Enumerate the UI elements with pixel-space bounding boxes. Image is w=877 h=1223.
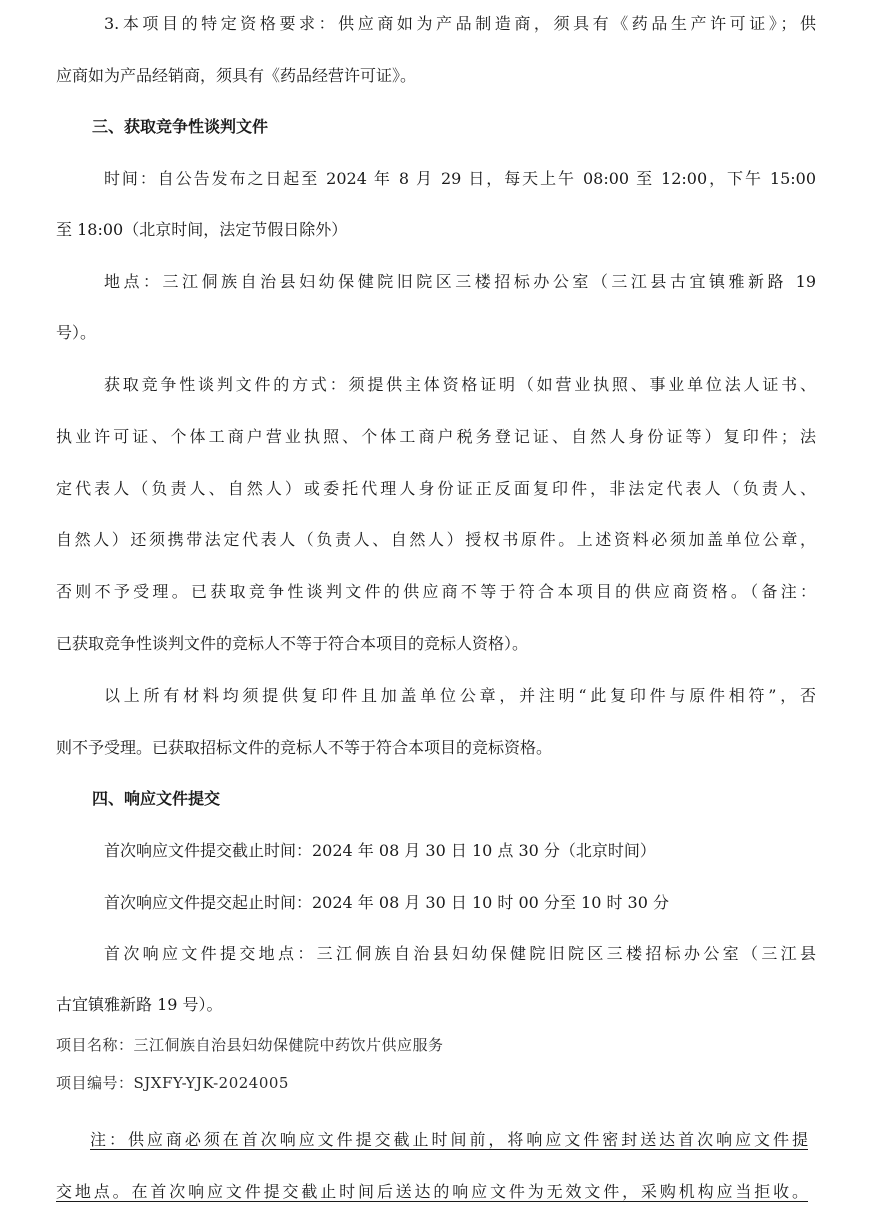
paragraph-submission-location-line-2: 古宜镇雅新路 19 号）。 [56,995,223,1014]
section-heading-4: 四、响应文件提交 [92,789,221,808]
project-name: 项目名称：三江侗族自治县妇幼保健院中药饮片供应服务 [56,1036,444,1054]
paragraph-method-line-6: 已获取竞争性谈判文件的竞标人不等于符合本项目的竞标人资格）。 [56,634,529,653]
note-line-2: 交地点。在首次响应文件提交截止时间后送达的响应文件为无效文件，采购机构应当拒收。 [56,1182,808,1201]
paragraph-method-line-4: 自然人）还须携带法定代表人（负责人、自然人）授权书原件。上述资料必须加盖单位公章， [56,530,816,549]
paragraph-method-line-1: 获取竞争性谈判文件的方式：须提供主体资格证明（如营业执照、事业单位法人证书、 [104,375,816,394]
paragraph-location-line-1: 地点：三江侗族自治县妇幼保健院旧院区三楼招标办公室（三江县古宜镇雅新路 19 [104,272,816,291]
paragraph-submission-location-line-1: 首次响应文件提交地点：三江侗族自治县妇幼保健院旧院区三楼招标办公室（三江县 [104,944,816,963]
paragraph-submission-window: 首次响应文件提交起止时间：2024 年 08 月 30 日 10 时 00 分至 10 时 30 分 [104,893,669,912]
paragraph-qualification-line-2: 应商如为产品经销商，须具有《药品经营许可证》。 [56,66,417,85]
paragraph-materials-line-2: 则不予受理。已获取招标文件的竞标人不等于符合本项目的竞标资格。 [56,738,553,757]
project-number: 项目编号：SJXFY-YJK-2024005 [56,1074,289,1092]
note-line-1: 注：供应商必须在首次响应文件提交截止时间前，将响应文件密封送达首次响应文件提 [90,1130,808,1149]
section-heading-3: 三、获取竞争性谈判文件 [92,117,269,136]
paragraph-method-line-5: 否则不予受理。已获取竞争性谈判文件的供应商不等于符合本项目的供应商资格。（备注： [56,582,816,601]
paragraph-qualification-line-1: 3.本项目的特定资格要求：供应商如为产品制造商，须具有《药品生产许可证》；供 [104,14,816,33]
paragraph-time-line-2: 至 18:00（北京时间，法定节假日除外） [56,220,348,239]
paragraph-method-line-2: 执业许可证、个体工商户营业执照、个体工商户税务登记证、自然人身份证等）复印件；法 [56,427,816,446]
paragraph-method-line-3: 定代表人（负责人、自然人）或委托代理人身份证正反面复印件，非法定代表人（负责人、 [56,479,816,498]
paragraph-time-line-1: 时间：自公告发布之日起至 2024 年 8 月 29 日，每天上午 08:00 至 12:00，下午 15:00 [104,169,816,188]
paragraph-deadline: 首次响应文件提交截止时间：2024 年 08 月 30 日 10 点 30 分（北京时间） [104,841,656,860]
paragraph-location-line-2: 号）。 [56,323,97,342]
paragraph-materials-line-1: 以上所有材料均须提供复印件且加盖单位公章，并注明“此复印件与原件相符”，否 [104,686,816,705]
